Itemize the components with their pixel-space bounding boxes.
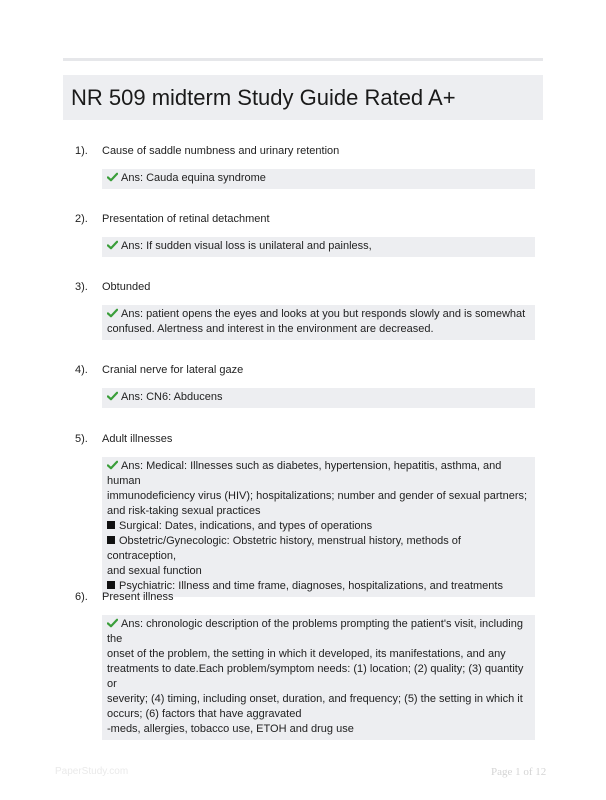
- page-indicator: Page 1 of 12: [491, 766, 547, 778]
- check-icon: [107, 308, 118, 318]
- qa-item-6: [75, 591, 535, 740]
- bullet-line: Obstetric/Gynecologic: Obstetric history, menstrual history, methods of contraception,: [107, 535, 461, 562]
- answer-box: [102, 615, 535, 740]
- answer-line: onset of the problem, the setting in which it developed, its manifestations, and any: [107, 648, 506, 660]
- question-text: Present illness: [102, 591, 174, 603]
- question-text: Adult illnesses: [102, 433, 173, 445]
- answer-line: and risk-taking sexual practices: [107, 505, 261, 517]
- answer-line: occurs; (6) factors that have aggravated: [107, 708, 302, 720]
- answer-box: [102, 305, 535, 340]
- top-divider: [63, 58, 543, 61]
- question-number: 2).: [75, 213, 88, 225]
- check-icon: [107, 618, 118, 628]
- qa-item-4: [75, 364, 535, 408]
- question-number: 4).: [75, 364, 88, 376]
- check-icon: [107, 172, 118, 182]
- question-text: Presentation of retinal detachment: [102, 213, 270, 225]
- question-number: 3).: [75, 281, 88, 293]
- question-text: Cranial nerve for lateral gaze: [102, 364, 244, 376]
- footer-watermark: PaperStudy.com: [55, 766, 129, 777]
- check-icon: [107, 460, 118, 470]
- title-bar: [63, 75, 543, 120]
- bullet-line: Psychiatric: Illness and time frame, diagnoses, hospitalizations, and treatments: [107, 579, 531, 594]
- answer-line: confused. Alertness and interest in the environment are decreased.: [107, 323, 434, 335]
- question-number: 1).: [75, 145, 88, 157]
- answer-box: [102, 388, 535, 408]
- check-icon: [107, 391, 118, 401]
- square-bullet-icon: [107, 521, 115, 529]
- answer-line: severity; (4) timing, including onset, duration, and frequency; (5) the setting in which it: [107, 693, 523, 705]
- question-text: Cause of saddle numbness and urinary retention: [102, 145, 340, 157]
- square-bullet-icon: [107, 536, 115, 544]
- answer-line: Ans: Cauda equina syndrome: [107, 171, 531, 186]
- bullet-line-continued: and sexual function: [107, 565, 202, 577]
- check-icon: [107, 240, 118, 250]
- qa-item-3: [75, 281, 535, 340]
- answer-line: Ans: CN6: Abducens: [107, 390, 531, 405]
- answer-line: -meds, allergies, tobacco use, ETOH and drug use: [107, 723, 354, 735]
- answer-line: Ans: If sudden visual loss is unilateral and painless,: [107, 239, 531, 254]
- question-number: 6).: [75, 591, 88, 603]
- answer-line: treatments to date.Each problem/symptom needs: (1) location; (2) quality; (3) quantity or: [107, 663, 524, 690]
- page-title: NR 509 midterm Study Guide Rated A+: [71, 84, 456, 110]
- answer-box: [102, 169, 535, 189]
- question-number: 5).: [75, 433, 88, 445]
- answer-line: immunodeficiency virus (HIV); hospitalizations; number and gender of sexual partners;: [107, 490, 528, 502]
- answer-line: Ans: chronologic description of the problems prompting the patient's visit, including the: [107, 618, 523, 645]
- square-bullet-icon: [107, 581, 115, 589]
- qa-item-5: [75, 433, 535, 597]
- question-text: Obtunded: [102, 281, 151, 293]
- answer-line: Ans: Medical: Illnesses such as diabetes, hypertension, hepatitis, asthma, and human: [107, 460, 502, 487]
- answer-box: [102, 237, 535, 257]
- answer-box: [102, 457, 535, 597]
- answer-line: Ans: patient opens the eyes and looks at you but responds slowly and is somewhat: [107, 307, 531, 322]
- bullet-line: Surgical: Dates, indications, and types of operations: [107, 519, 531, 534]
- qa-item-1: [75, 145, 535, 189]
- qa-item-2: [75, 213, 535, 257]
